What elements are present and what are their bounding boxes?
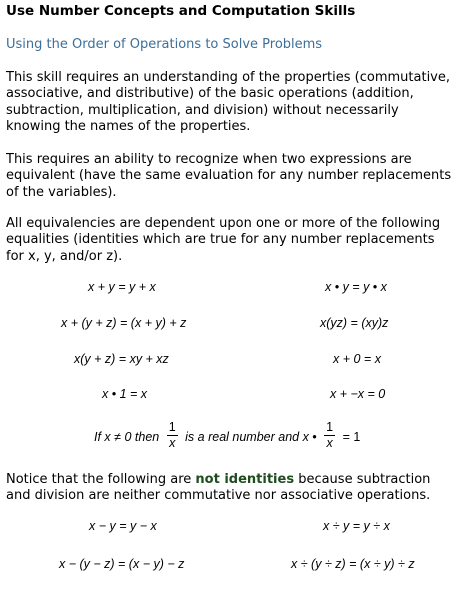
reciprocal-prefix: If x ≠ 0 then (94, 429, 160, 444)
paragraph-properties: This skill requires an understanding of the properties (commutative, associative, and distributive) of the basic operations (addition, subtraction, multiplication, and division) without necessarily knowing the names of the properties. (6, 70, 450, 134)
identity-associative-mult: x(yz) = (xy)z (320, 316, 389, 330)
identity-distributive: x(y + z) = xy + xz (74, 352, 169, 366)
reciprocal-suffix: = 1 (342, 429, 361, 444)
paragraph-notice (6, 472, 454, 505)
identity-commutative-add: x + y = y + x (88, 280, 156, 294)
non-identity-subtraction-associative: x − (y − z) = (x − y) − z (59, 557, 185, 571)
reciprocal-statement (94, 422, 360, 453)
paragraph-equalities: All equivalencies are dependent upon one or more of the following equalities (identities which are true for any number replacements for x, y, and/or z). (6, 216, 441, 264)
non-identity-division-associative: x ÷ (y ÷ z) = (x ÷ y) ÷ z (291, 557, 415, 571)
page-title: Use Number Concepts and Computation Skills (6, 3, 356, 19)
identity-multiplicative-identity: x • 1 = x (102, 387, 148, 401)
notice-before: Notice that the following are (6, 472, 196, 487)
notice-emphasis: not identities (195, 472, 295, 487)
identity-additive-inverse: x + −x = 0 (330, 387, 386, 401)
identity-commutative-mult: x • y = y • x (325, 280, 387, 294)
fraction-one-over-x (167, 420, 178, 451)
non-identity-division-commutative: x ÷ y = y ÷ x (323, 519, 390, 533)
fraction-denominator: x (169, 436, 176, 450)
non-identity-subtraction-commutative: x − y = y − x (89, 519, 157, 533)
reciprocal-middle: is a real number and x • (185, 429, 317, 444)
paragraph-equivalence: This requires an ability to recognize when two expressions are equivalent (have the same evaluation for any number replacements of the variables). (6, 152, 452, 200)
fraction-denominator-2: x (326, 436, 333, 450)
identity-associative-add: x + (y + z) = (x + y) + z (61, 316, 187, 330)
section-subtitle: Using the Order of Operations to Solve Problems (6, 37, 323, 52)
fraction-one-over-x-2 (324, 420, 335, 451)
identity-additive-identity: x + 0 = x (333, 352, 381, 366)
fraction-numerator: 1 (168, 420, 176, 434)
fraction-numerator-2: 1 (326, 420, 334, 434)
notice-after: because subtraction and division are neither commutative nor associative operations. (6, 472, 431, 504)
